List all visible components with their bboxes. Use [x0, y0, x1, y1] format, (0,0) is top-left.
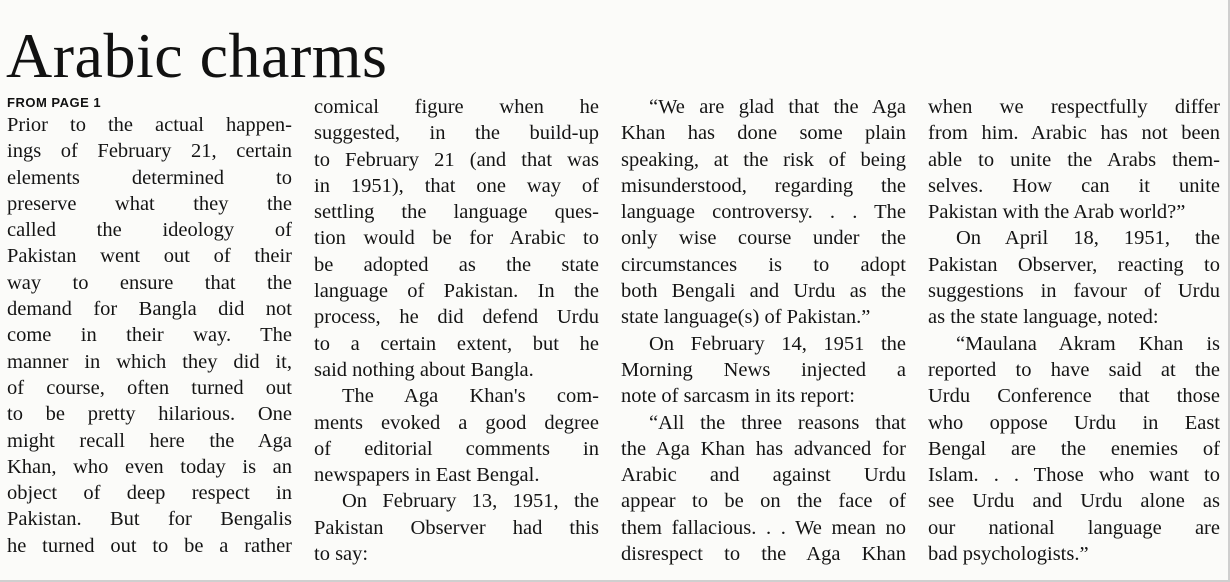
text-line: Urdu Conference that those — [928, 385, 1220, 408]
text-line: Khan has done some plain — [621, 122, 906, 145]
text-line: of course, often turned out — [7, 376, 292, 399]
text-line: settling the language ques- — [314, 201, 599, 224]
text-line: On February 14, 1951 the — [649, 332, 906, 355]
text-line: Khan, who even today is an — [7, 455, 292, 478]
text-line: he turned out to be a rather — [7, 534, 292, 557]
text-line: Prior to the actual happen- — [7, 114, 292, 136]
text-line: as the state language, noted: — [928, 306, 1159, 329]
text-line: “All the three reasons that — [649, 411, 906, 434]
text-line: from him. Arabic has not been — [928, 122, 1220, 145]
text-line: Pakistan went out of their — [7, 245, 292, 268]
text-line: our national language are — [928, 516, 1220, 539]
text-line: way to ensure that the — [7, 271, 292, 294]
article-column-1 — [7, 94, 292, 559]
text-line: Pakistan with the Arab world?” — [928, 201, 1186, 224]
text-line: language of Pakistan. In the — [314, 280, 599, 303]
text-line: them fallacious. . . We mean no — [621, 516, 906, 539]
text-line: object of deep respect in — [7, 482, 292, 505]
text-line: manner in which they did it, — [7, 350, 292, 373]
text-line: Pakistan. But for Bengalis — [7, 508, 292, 531]
text-line: demand for Bangla did not — [7, 298, 292, 321]
text-line: Islam. . . Those who want to — [928, 464, 1220, 487]
text-line: Arabic and against Urdu — [621, 464, 906, 487]
text-line: be adopted as the state — [314, 253, 599, 276]
text-line: “Maulana Akram Khan is — [956, 332, 1220, 355]
text-line: state language(s) of Pakistan.” — [621, 306, 871, 329]
kicker-from-page: FROM PAGE 1 — [7, 95, 102, 110]
text-line: ings of February 21, certain — [7, 140, 292, 163]
column-lines — [621, 94, 906, 567]
text-line: able to unite the Arabs them- — [928, 148, 1220, 171]
text-line: On February 13, 1951, the — [342, 490, 599, 513]
text-line: bad psychologists.” — [928, 543, 1089, 566]
text-line: appear to be on the face of — [621, 490, 906, 513]
text-line: to be pretty hilarious. One — [7, 403, 292, 426]
text-line: elements determined to — [7, 166, 292, 189]
text-line: tion would be for Arabic to — [314, 227, 599, 250]
text-line: comical figure when he — [314, 96, 599, 118]
text-line: the Aga Khan has advanced for — [621, 437, 906, 460]
text-line: of editorial comments in — [314, 437, 599, 460]
text-line: Pakistan Observer had this — [314, 516, 599, 539]
text-line: to say: — [314, 543, 369, 566]
text-line: circumstances is to adopt — [621, 253, 906, 276]
text-line: Morning News injected a — [621, 358, 906, 381]
column-lines — [314, 94, 599, 567]
text-line: preserve what they the — [7, 192, 292, 215]
text-line: said nothing about Bangla. — [314, 358, 534, 381]
text-line: misunderstood, regarding the — [621, 174, 906, 197]
text-line: suggestions in favour of Urdu — [928, 280, 1220, 303]
article-column-2 — [314, 94, 599, 567]
text-line: On April 18, 1951, the — [956, 227, 1220, 250]
text-line: might recall here the Aga — [7, 429, 292, 452]
text-line: to a certain extent, but he — [314, 332, 599, 355]
text-line: Bengal are the enemies of — [928, 437, 1220, 460]
text-line: newspapers in East Bengal. — [314, 464, 540, 487]
text-line: to February 21 (and that was — [314, 148, 599, 171]
text-line: see Urdu and Urdu alone as — [928, 490, 1220, 513]
text-line: when we respectfully differ — [928, 96, 1220, 118]
text-line: come in their way. The — [7, 324, 292, 347]
text-line: selves. How can it unite — [928, 174, 1220, 197]
article-headline: Arabic charms — [6, 20, 388, 91]
text-line: who oppose Urdu in East — [928, 411, 1220, 434]
text-line: language controversy. . . The — [621, 201, 906, 224]
text-line: reported to have said at the — [928, 358, 1220, 381]
article-column-4 — [928, 94, 1220, 567]
text-line: called the ideology of — [7, 219, 292, 242]
column-lines — [928, 94, 1220, 567]
text-line: speaking, at the risk of being — [621, 148, 906, 171]
text-line: Pakistan Observer, reacting to — [928, 253, 1220, 276]
text-line: note of sarcasm in its report: — [621, 385, 855, 408]
article-column-3 — [621, 94, 906, 567]
text-line: suggested, in the build-up — [314, 122, 599, 145]
text-line: disrespect to the Aga Khan — [621, 543, 906, 566]
text-line: both Bengali and Urdu as the — [621, 280, 906, 303]
text-line: process, he did defend Urdu — [314, 306, 599, 329]
text-line: in 1951), that one way of — [314, 174, 599, 197]
text-line: ments evoked a good degree — [314, 411, 599, 434]
text-line: only wise course under the — [621, 227, 906, 250]
text-line: “We are glad that the Aga — [649, 96, 906, 118]
text-line: The Aga Khan's com- — [342, 385, 599, 408]
column-lines — [7, 112, 292, 559]
